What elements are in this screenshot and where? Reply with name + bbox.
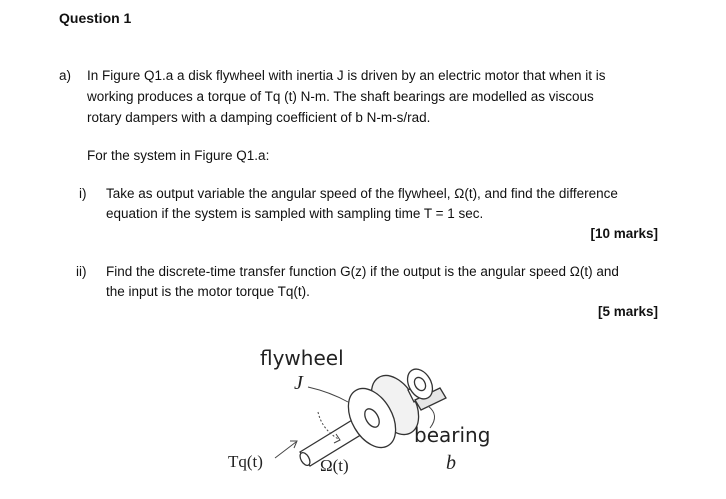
part-i-line-1: Take as output variable the angular speed of the flywheel, Ω(t), and find the difference [106, 186, 618, 201]
part-a-line-1: In Figure Q1.a a disk flywheel with inertia J is driven by an electric motor that when it is [87, 68, 606, 83]
part-a-intro: For the system in Figure Q1.a: [87, 148, 270, 163]
damping-label: b [446, 452, 456, 474]
part-a-line-2: working produces a torque of Tq (t) N-m. The shaft bearings are modelled as viscous [87, 89, 594, 104]
flywheel-label: flywheel [260, 346, 344, 370]
torque-label: Tq(t) [228, 452, 263, 471]
part-ii-marks: [5 marks] [597, 304, 658, 319]
bearing-label: bearing [414, 423, 491, 447]
part-i-line-2: equation if the system is sampled with sampling time T = 1 sec. [106, 206, 484, 221]
inertia-label: J [294, 372, 303, 394]
part-a-line-3: rotary dampers with a damping coefficient of b N-m-s/rad. [87, 110, 431, 125]
torque-arrow [275, 442, 296, 458]
part-a-marker: a) [59, 68, 72, 83]
part-ii-marker: ii) [76, 264, 87, 279]
flywheel-leader [308, 387, 348, 402]
question-heading: Question 1 [59, 10, 132, 26]
part-ii-line-1: Find the discrete-time transfer function G(z) if the output is the angular speed Ω(t) and [106, 264, 619, 279]
part-ii-line-2: the input is the motor torque Tq(t). [106, 284, 310, 299]
part-i-marker: i) [79, 186, 87, 201]
speed-label: Ω(t) [320, 456, 349, 475]
part-i-marks: [10 marks] [590, 226, 658, 241]
